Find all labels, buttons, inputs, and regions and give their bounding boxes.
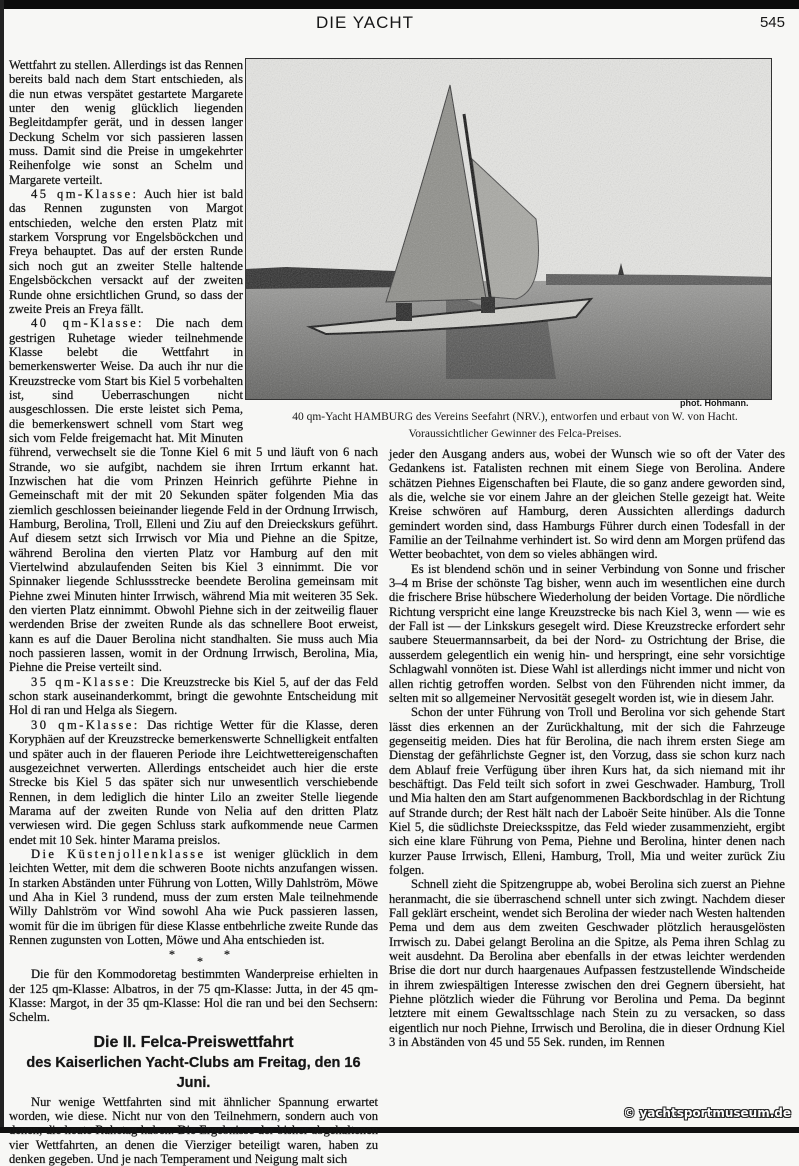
separator-star: * bbox=[197, 954, 203, 969]
separator-star: * bbox=[224, 947, 230, 962]
separator-star: * bbox=[169, 947, 175, 962]
paragraph-text: ist weniger glücklich in dem leichten Wetter, mit dem die schweren Boote nichts anzufangen wissen. In starken Abständen unter Führung von Lotten, Willy Dahlström, Möwe und Aha in Kiel 3 rundend, muss der zum ersten Male teilnehmende Willy Dahlström vor Wind sowohl Aha wie Puck passieren lassen, womit für die im übrigen für diese Klasse entbehrliche zweite Runde das Rennen zugunsten von Lotten, Möwe und Aha entschieden ist. bbox=[9, 846, 378, 947]
caption-line-1: 40 qm-Yacht HAMBURG des Vereins Seefahrt (NRV.), entworfen und erbaut von W. von Hacht. bbox=[292, 411, 738, 423]
paragraph-text: Auch hier ist bald das Rennen zugunsten von Margot entschieden, welche den ersten Platz mit starkem Vorsprung vor Engelsböckchen und Freya behauptet. Das auf der ersten Runde sich noch gut an zweiter Stelle haltende Engelsböckchen versackt auf der zweiten Runde ohne ersichtlichen Grund, so dass der zweite Preis an Freya fällt. bbox=[9, 187, 243, 316]
class-lead: 35 qm-Klasse: bbox=[31, 674, 137, 689]
paragraph bbox=[9, 718, 378, 847]
running-title: DIE YACHT bbox=[315, 13, 415, 32]
scan-border-top bbox=[0, 0, 799, 9]
right-column bbox=[389, 447, 785, 1049]
section-separator bbox=[9, 947, 378, 967]
paragraph: Es ist blendend schön und in seiner Verbindung von Sonne und frischer 3–4 m Brise der schönste Tag bisher, wenn auch im wesentlichen eine durch die frischere Brise hübschere Wiederholung der beiden Vortage. Die nördliche Richtung verspricht eine lange Kreuzstrecke bis nach Kiel 3, wenn — wie es der Fall ist — der Linkskurs gesegelt wird. Diese Kreuzstrecke erfordert sehr saubere Steuermannsarbeit, da bei der Nord- zu Ostrichtung der Brise, die ausserdem gelegentlich ein wenig hin- und herspringt, eine sehr vorsichtige Schlagwahl vonnöten ist. Diese Wahl ist allerdings nicht immer und nicht von allen richtig getroffen worden. Selbst von den Führenden nicht immer, da selten mit so allgemeiner Nervosität gesegelt worden ist, wie in diesem Jahr. bbox=[389, 561, 785, 705]
left-column bbox=[9, 58, 378, 1166]
paragraph: jeder den Ausgang anders aus, wobei der Wunsch wie so oft der Vater des Gedankens ist. Fatalisten rechnen mit einem Siege von Berolina. Andere schätzen Piehnes Eigenschaften bei Flaute, die so ganz andere geworden sind, als die, welche sie vor einem Jahre an der gleichen Stelle gezeigt hat. Weite Kreise schwören auf Hamburg, deren Aussichten allerdings dadurch gemindert worden sind, dass Hamburgs Führer durch einen Todesfall in der Familie an der Teilnahme verhindert ist. So wird denn am Morgen prüfend das Wetter beobachtet, von dem so vieles abhängen wird. bbox=[389, 447, 785, 562]
paragraph: Nur wenige Wettfahrten sind mit ähnlicher Spannung erwartet worden, wie diese. Nicht nur von den Teilnehmern, sondern auch von denen, die heute Ruhetag haben. Die Ergebnisse der bisher abgehaltenen vier Wettfahrten, an denen die Vierziger beteiligt waren, haben zu denken gegeben. Und je nach Temperament und Neigung malt sich bbox=[9, 1094, 378, 1166]
heading-line-2: des Kaiserlichen Yacht-Clubs am Freitag, den 16 Juni. bbox=[26, 1054, 361, 1091]
paragraph: Schon der unter Führung von Troll und Berolina vor sich gehende Start lässt dies erkennen an der Zurückhaltung, mit der sich die Fahrzeuge gegenseitig meiden. Dies hat für Berolina, die nach ihrem ersten Siege am Dienstag der gefährlichste Gegner ist, den Vorzug, dass sie schon kurz nach dem Ablauf freie Verfügung über ihren Kurs hat, da sich niemand mit ihr beschäftigt. Das Feld teilt sich sofort in zwei Geschwader. Hamburg, Troll und Mia halten den am Start aufgenommenen Backbordschlag in der Richtung auf Strande durch; der Rest hält nach der Laboër Seite hinüber. Als die Tonne Kiel 5, die südlichste Dreiecksspitze, das Feld wieder zusammenzieht, ergibt sich eine klare Führung von Pema, Piehne und Berolina, hinter denen nach kurzer Pause Irrwisch, Elleni, Hamburg, Troll, Mia und weiter zurück Ziu folgen. bbox=[389, 705, 785, 877]
paragraph bbox=[9, 675, 378, 718]
class-lead: 45 qm-Klasse: bbox=[31, 187, 139, 202]
paragraph-text: Die Kreuzstrecke bis Kiel 5, auf der das Feld schon stark auseinanderkommt, bringt die gewohnte Entscheidung mit Hol di ran und Helga als Siegern. bbox=[9, 674, 378, 718]
class-lead: 30 qm-Klasse: bbox=[31, 717, 140, 732]
paragraph-text: Das richtige Wetter für die Klasse, deren Koryphäen auf der Kreuzstrecke bemerkenswerte Schnelligkeit entfalten und später auch in der flaueren Periode ihre Leichtwettereigenschaften ausgezeichnet verwerten. Allerdings entscheidet auch hier die erste Strecke bis Kiel 5 das später sich nur unwesentlich verschiebende Rennen, in dem lediglich die hinter Lilo an zweiter Stelle liegende Marama auf der zweiten Runde von Nelia auf den dritten Platz verwiesen wird. Die gegen Schluss stark aufkommende neue Carmen endet mit 10 Sek. hinter Marama preislos. bbox=[9, 717, 378, 847]
paragraph: Die für den Kommodoretag bestimmten Wanderpreise erhielten in der 125 qm-Klasse: Albatros, in der 75 qm-Klasse: Jutta, in der 45 qm-Klasse: Margot, in der 35 qm-Klasse: Hol die ran und bei den Sechsern: Schelm. bbox=[9, 967, 378, 1025]
paragraph: Wettfahrt zu stellen. Allerdings ist das Rennen bereits bald nach dem Start entschieden, als die nun etwas verspätet gestartete Margarete unter den wenig glücklich liegenden Begleitdampfer gerät, und in dessen langer Deckung Schelm vor sich passieren lassen muss. Damit sind die Preise in umgekehrter Reihenfolge wie sonst an Schelm und Margarete verteilt. bbox=[9, 58, 243, 187]
page-number: 545 bbox=[759, 14, 785, 31]
heading-line-1: Die II. Felca-Preiswettfahrt bbox=[93, 1033, 294, 1051]
paragraph bbox=[9, 847, 378, 947]
photo-credit: phot. Hohmann. bbox=[680, 398, 749, 408]
article-heading bbox=[9, 1033, 378, 1093]
paragraph: Schnell zieht die Spitzengruppe ab, wobei Berolina sich zuerst an Piehne heranmacht, die sie überraschend schnell unter sich zwingt. Nachdem dieser Fall geklärt erscheint, wendet sich Berolina der wieder nach Westen haltenden Pema und dem aus dem zweiten Geschwader plötzlich herausgelösten Irrwisch zu. Dabei gelangt Berolina an die Spitze, als Pema ihren Schlag zu weit ausdehnt. Da Berolina aber ebenfalls in der etwas leichter werdenden Brise die dort nur durch haargenaues Aufpassen festzustellende Windscheide in ihrem zwiespältigen Interesse zwischen den drei Gegnern übersieht, hat Piehne plötzlich wieder die Führung vor Berolina und Pema. Da beginnt letztere mit einem Gewaltsschlage nach Stein zu zu versacken, so dass eigentlich nur noch Piehne, Irrwisch und Berolina, die in dieser Ordnung Kiel 3 in Abständen von 45 und 55 Sek. runden, im Rennen bbox=[389, 877, 785, 1050]
scan-border-left bbox=[0, 0, 4, 1133]
class-lead: Die Küstenjollenklasse bbox=[31, 846, 206, 861]
paragraph-text: Die nach dem gestrigen Ruhetage wieder teilnehmende Klasse belebt die Wettfahrt in bemerkenswerter Weise. Da auch ihr nur die Kreuzstrecke vom Start bis Kiel 5 vorbehalten ist, sind Ueberraschungen nicht ausgeschlossen. Die erste leistet sich Pema, die bemerkenswert schnell vom Start weg sich vom Felde freigemacht hat. Mit Minuten führend, verwechselt sie die Tonne Kiel 6 mit 5 und läuft von 6 nach Strande, wo sie aufgibt, nachdem sie ihren Irrtum erkannt hat. Inzwischen hat die vom Prinzen Heinrich geführte Piehne in Gemeinschaft mit der mit 20 Sekunden später folgenden Mia das ziemlich geschlossen beieinander liegende Feld in der Ordnung Irrwisch, Hamburg, Berolina, Troll, Elleni und Ziu auf den Dreieckskurs geführt. Auf diesem setzt sich Irrwisch vor Mia und Piehne an die Spitze, während Berolina den vierten Platz vor Hamburg auf den mit Viertelwind abzulaufenden Seiten bis Kiel 3 einnimmt. Die vor Spinnaker liegende Schlussstrecke beendete Berolina gemeinsam mit Piehne zwei Minuten hinter Irrwisch, während Mia mit weiteren 35 Sek. den vierten Platz einnimmt. Obwohl Piehne sich in der zeitweilig flauer werdenden Brise der zweiten Runde als das schnellere Boot erweist, kann es auf die Dauer Berolina nicht standhalten. Sie muss auch Mia noch passieren lassen, womit in der Ordnung Irrwisch, Berolina, Mia, Piehne die Preise verteilt sind. bbox=[9, 316, 378, 675]
class-lead: 40 qm-Klasse: bbox=[31, 316, 144, 331]
figure-spacer bbox=[243, 58, 378, 444]
caption-line-2: Voraussichtlicher Gewinner des Felca-Preises. bbox=[408, 428, 622, 440]
watermark: © yachtsportmuseum.de bbox=[623, 1106, 791, 1120]
